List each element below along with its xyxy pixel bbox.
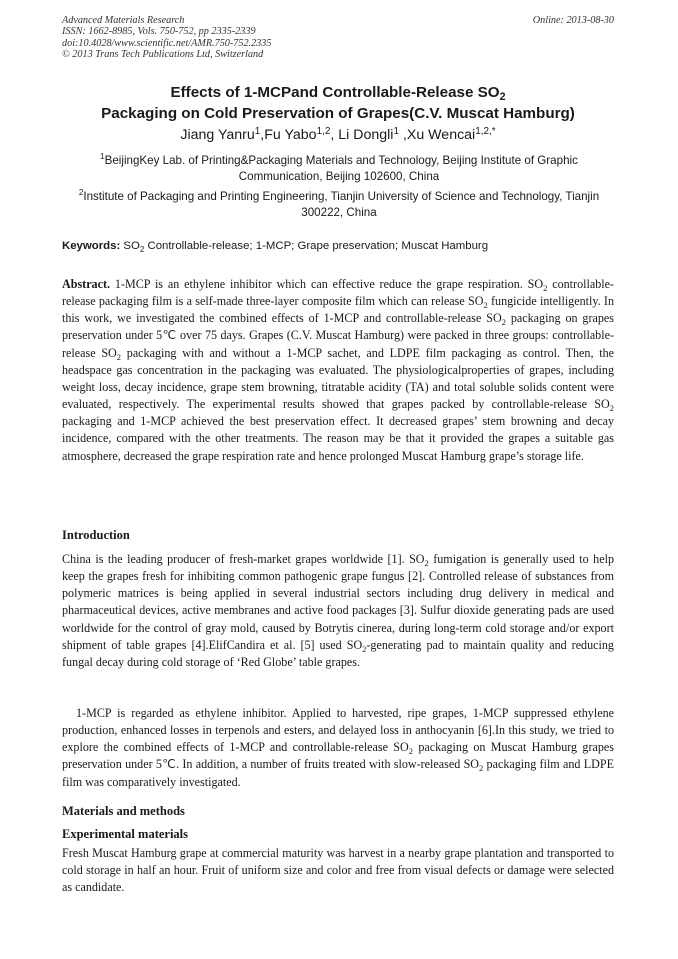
- affiliation-2-text: Institute of Packaging and Printing Engineering, Tianjin University of Science and Technology, Tianjin 300222, China: [83, 190, 600, 219]
- title-part-1: Effects of 1-MCPand Controllable-Release SO: [170, 84, 500, 101]
- experimental-materials-paragraph: Fresh Muscat Hamburg grape at commercial maturity was harvest in a nearby grape plantation and transported to cold storage in half an hour. Fruit of uniform size and color and free from visual defects or damage were selected as candidate.: [62, 846, 614, 895]
- intro-p1-text-b: fumigation is generally used to help keep the grapes fresh for inhibiting common pathogenic grape fungus [2]. Controlled release of substances from polymeric matrices is being applied in several industrial sectors including drug delivery in medical and pharmaceutical devices, active membranes and active food packages [3]. Sulfur dioxide generating pads are used worldwide for the control of gray mold, caused by Botrytis cinerea, during long-term cold storage and/or export shipment of table grapes [4].ElifCandira et al. [5] used SO: [62, 552, 614, 652]
- author-3-sup: 1: [393, 126, 399, 137]
- introduction-paragraph-2: [62, 705, 614, 791]
- affiliation-1-mark: 1: [100, 152, 105, 161]
- so2-sub: 2: [408, 746, 413, 757]
- so2-sub: 2: [483, 300, 488, 311]
- affiliation-2: [72, 189, 606, 220]
- intro-p1-text-c: -generating pad to maintain quality and reducing fungal decay during cold storage of ‘Red Globe’ table grapes.: [62, 637, 614, 669]
- abstract-text-2: controllable-release packaging film is a self-made three-layer composite film which can release SO: [62, 277, 615, 309]
- intro-p2-text-b: packaging on Muscat Hamburg grapes preservation under 5℃. In addition, a number of fruits treated with slow-released SO: [62, 740, 614, 772]
- author-1-sup: 1: [254, 126, 261, 137]
- journal-header: [62, 15, 271, 61]
- so2-sub: 2: [116, 351, 122, 362]
- author-list: [62, 126, 614, 144]
- introduction-heading: Introduction: [62, 528, 130, 542]
- so2-sub: 2: [543, 283, 548, 293]
- author-4-sup-text: 1,2,: [475, 126, 492, 137]
- so2-sub: 2: [609, 403, 614, 414]
- methods-heading: Materials and methods: [62, 804, 185, 818]
- introduction-paragraph-1: [62, 551, 614, 671]
- keywords-text-2: Controllable-release; 1-MCP; Grape preservation; Muscat Hamburg: [144, 240, 489, 252]
- abstract-text-4: packaging on grapes preservation under 5℃ over 75 days. Grapes (C.V. Muscat Hamburg) were packed in three groups: controllable-release SO: [62, 311, 614, 360]
- so2-sub: 2: [479, 763, 484, 774]
- author-2-sup: 1,2: [316, 126, 331, 137]
- doi-line: doi:10.4028/www.scientific.net/AMR.750-752.2335: [62, 37, 272, 49]
- author-1: Jiang Yanru: [180, 127, 255, 143]
- intro-p1-text-a: China is the leading producer of fresh-market grapes worldwide [1]. SO: [62, 552, 425, 566]
- keywords-label: Keywords:: [62, 240, 121, 252]
- author-3: , Li Dongli: [330, 127, 394, 143]
- online-date: Online: 2013-08-30: [532, 15, 614, 26]
- keywords-sub: 2: [139, 245, 145, 254]
- abstract-text-3: fungicide intelligently. In this work, we investigated the combined effects of 1-MCP and controllable-release SO: [62, 294, 615, 326]
- author-4-sup: [475, 126, 495, 137]
- affiliation-1: [72, 153, 606, 184]
- affiliation-1-text: BeijingKey Lab. of Printing&Packaging Materials and Technology, Beijing Institute of Graphic Communication, Beijing 102600, China: [104, 154, 578, 183]
- so2-sub: 2: [424, 558, 429, 568]
- abstract-text-6: packaging and 1-MCP achieved the best preservation effect. It decreased grapes’ stem browning and decay incidence, compared with the other treatments. The reason may be that it provided the grapes a suitable gas atmosphere, decreased the grape respiration rate and hence prolonged Muscat Hamburg grape’s storage life.: [62, 414, 614, 463]
- so2-sub: 2: [501, 317, 506, 328]
- author-2: ,Fu Yabo: [260, 127, 317, 143]
- intro-p2-text-c: packaging film and LDPE film was comparatively investigated.: [62, 757, 614, 789]
- abstract-text-5: packaging with and without a 1-MCP sachet, and LDPE film packaging as control. Then, the headspace gas concentration in the packaging was evaluated. The physiologicalproperties of grapes, including weight loss, decay incidence, grape stem browning, titratable acidity (TA) and total soluble solids content were evaluated, respectively. The experimental results showed that grapes packed by controllable-release SO: [62, 345, 614, 412]
- intro-p2-text-a: 1-MCP is regarded as ethylene inhibitor. Applied to harvested, ripe grapes, 1-MCP suppressed ethylene production, enhanced losses in terpenols and esters, and delayed loss in anthocyanin [6].In this study, we tried to explore the combined effects of 1-MCP and controllable-release SO: [62, 706, 614, 755]
- author-4: ,Xu Wencai: [398, 127, 476, 143]
- affiliation-2-mark: 2: [78, 188, 84, 197]
- experimental-materials-heading: Experimental materials: [62, 827, 189, 841]
- title-sub: 2: [499, 91, 506, 103]
- so2-sub: 2: [362, 643, 367, 654]
- copyright-line: © 2013 Trans Tech Publications Ltd, Switzerland: [62, 49, 264, 61]
- issn-line: ISSN: 1662-8985, Vols. 750-752, pp 2335-2339: [62, 26, 256, 38]
- abstract-text-1: 1-MCP is an ethylene inhibitor which can effective reduce the grape respiration. SO: [110, 277, 544, 291]
- paper-title: [62, 82, 614, 124]
- keywords: [62, 239, 614, 254]
- title-part-2: Packaging on Cold Preservation of Grapes(C.V. Muscat Hamburg): [101, 105, 575, 122]
- abstract-label: Abstract.: [62, 277, 111, 291]
- journal-name: Advanced Materials Research: [62, 15, 185, 26]
- corresponding-star: *: [491, 126, 496, 137]
- keywords-text-1: SO: [120, 240, 140, 252]
- abstract: [62, 276, 614, 465]
